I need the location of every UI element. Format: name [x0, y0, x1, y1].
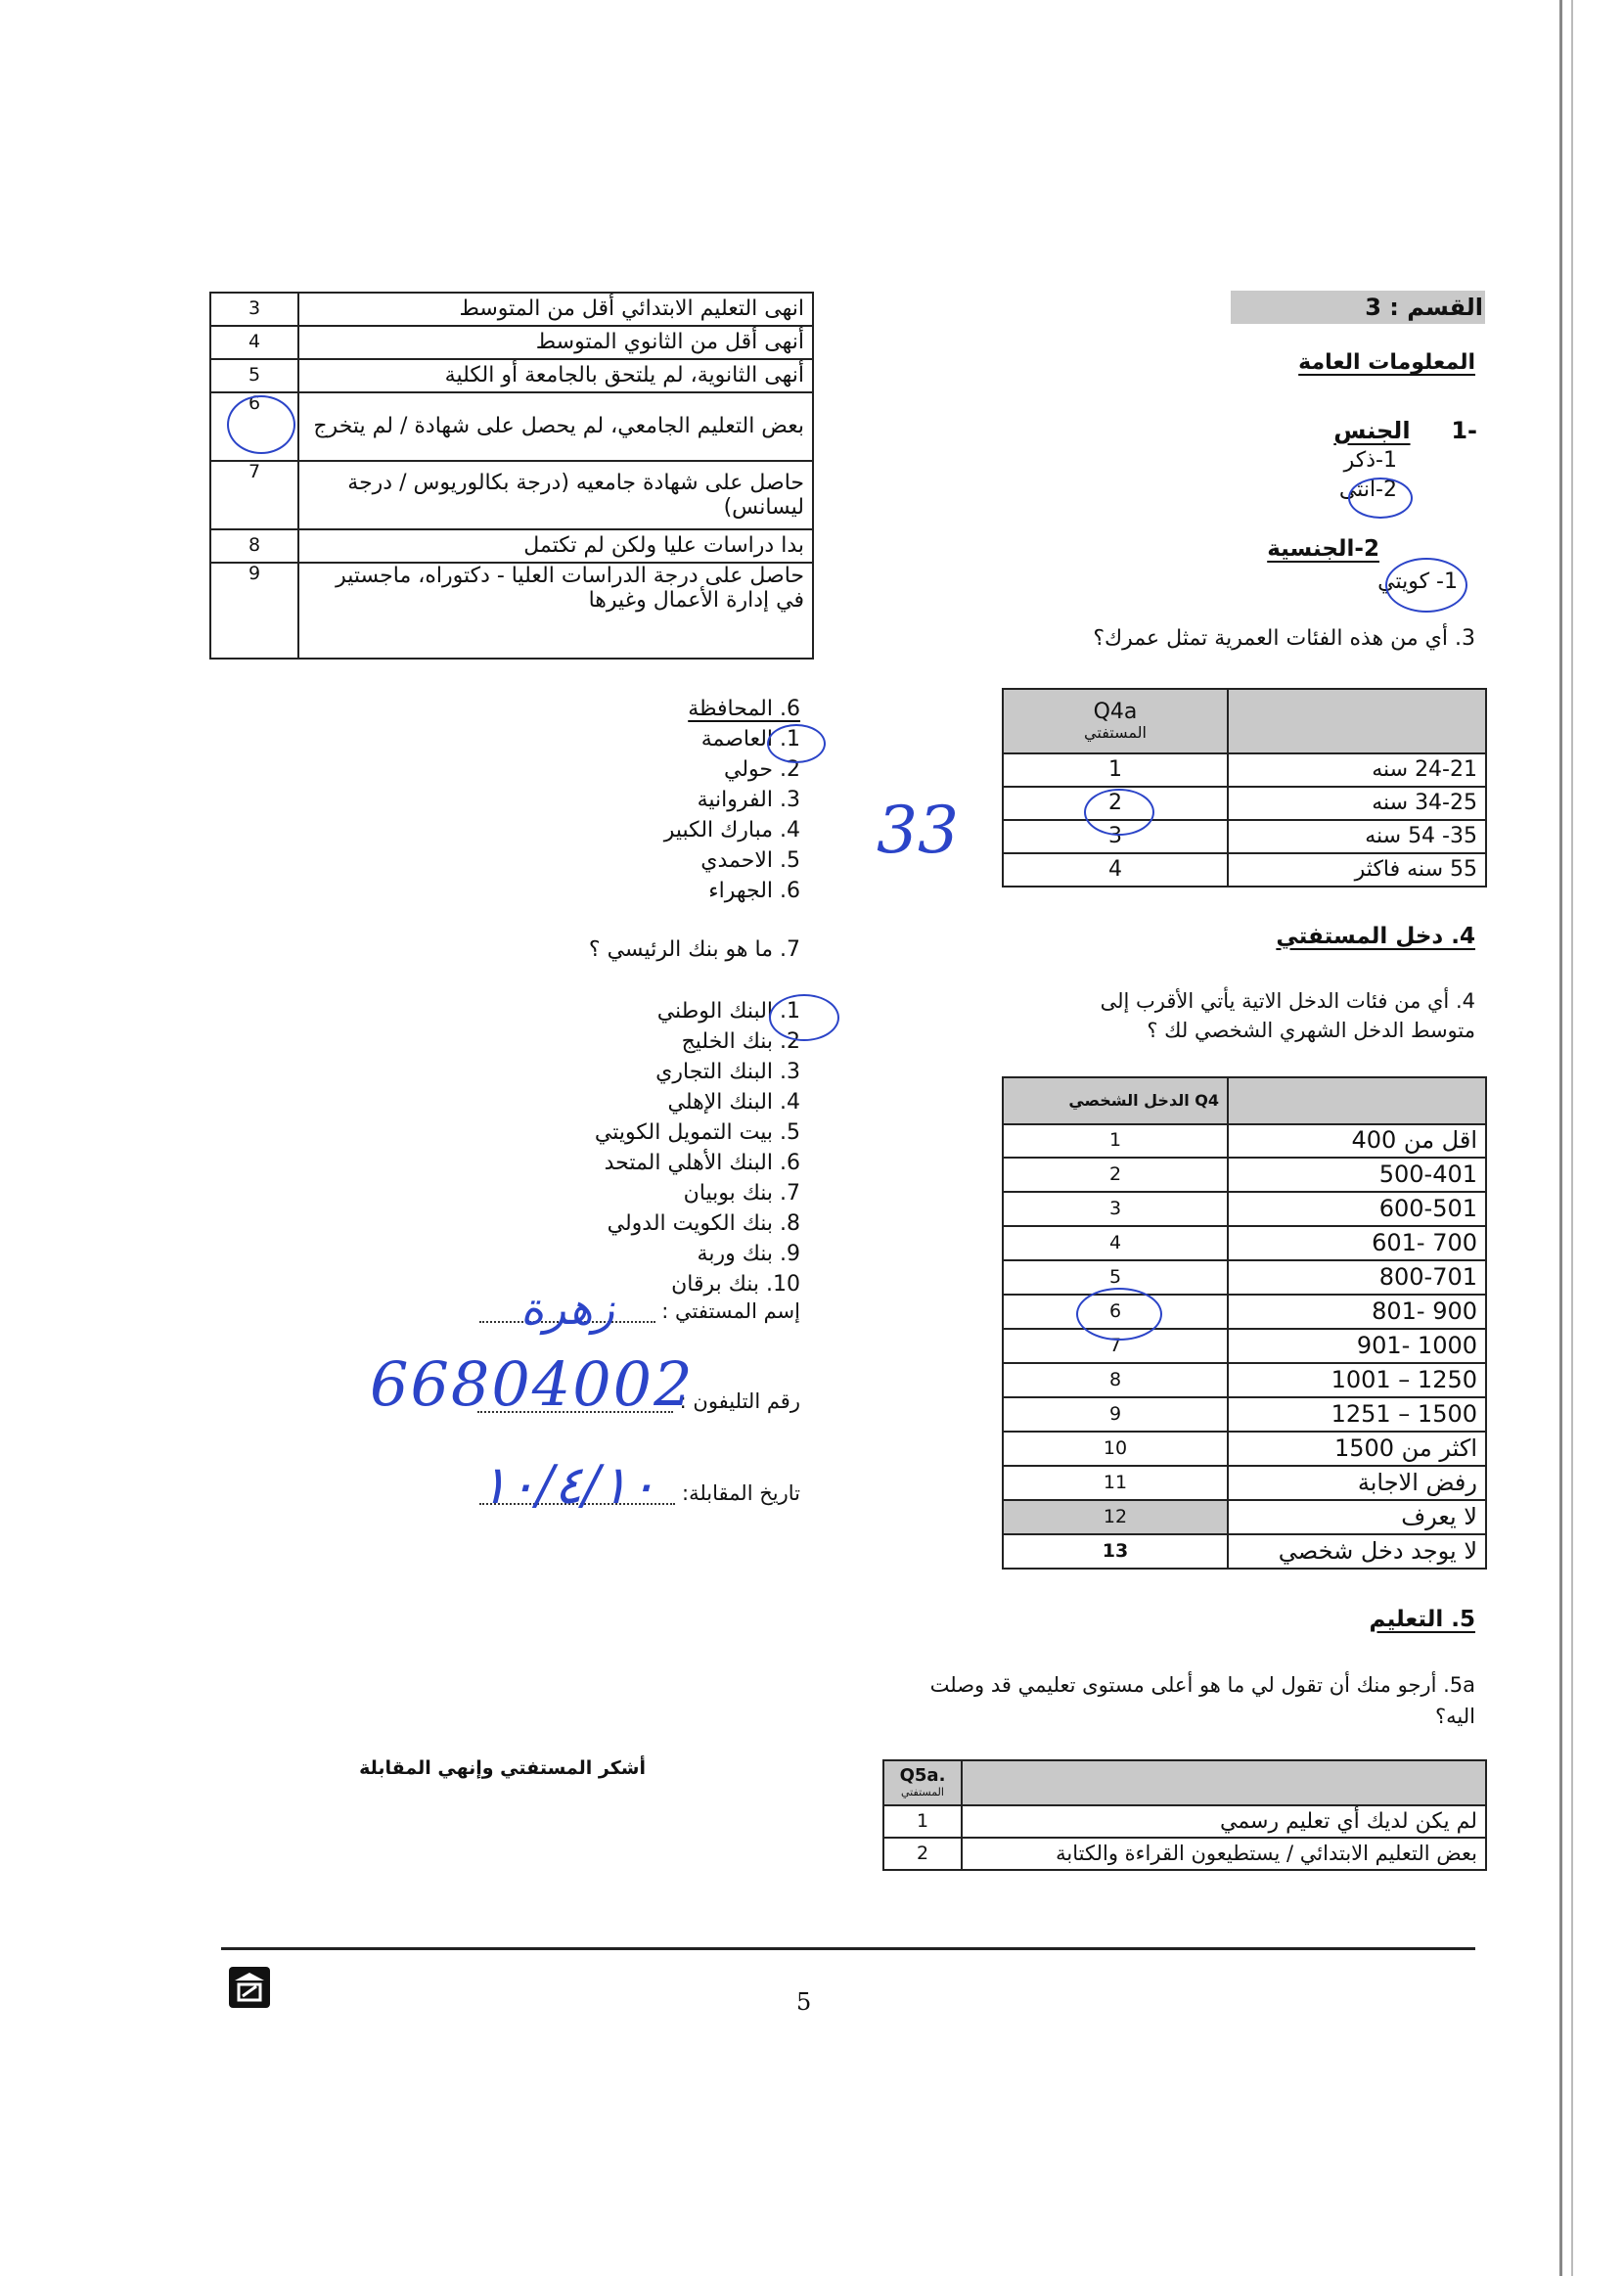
phone-label: رقم التليفون :: [679, 1389, 800, 1413]
age-label: 34-25 سنه: [1228, 787, 1486, 820]
governorate-item: 5. الاحمدي: [700, 848, 800, 873]
answer-circle-female: [1348, 478, 1413, 519]
education-label: بدا دراسات عليا ولكن لم تكتمل: [298, 529, 813, 563]
governorate-item: 4. مبارك الكبير: [663, 818, 800, 842]
income-label: 500-401: [1228, 1158, 1486, 1192]
income-label: اكثر من 1500: [1228, 1432, 1486, 1466]
education-label: حاصل على درجة الدراسات العليا - دكتوراه، ماجستير في إدارة الأعمال وغيرها: [298, 563, 813, 659]
education-code: 6: [210, 392, 298, 461]
footer-rule: [221, 1947, 1475, 1950]
education-table-continued: [209, 292, 814, 660]
section-title: القسم : 3: [1365, 294, 1483, 321]
education-label: بعض التعليم الابتدائي / يستطيعون القراءة والكتابة: [962, 1838, 1486, 1870]
income-code: 12: [1003, 1500, 1228, 1534]
income-code: 5: [1003, 1260, 1228, 1295]
answer-circle-bank: [769, 994, 839, 1041]
income-label: اقل من 400: [1228, 1124, 1486, 1158]
bank-item: 6. البنك الأهلي المتحد: [604, 1151, 800, 1175]
education-code: 4: [210, 326, 298, 359]
age-code: 3: [1003, 820, 1228, 853]
income-code: 9: [1003, 1397, 1228, 1432]
governorate-item: 2. حولي: [724, 757, 800, 782]
education-table-top: [882, 1759, 1487, 1871]
nationality-label: 2-الجنسية: [1267, 536, 1379, 562]
bank-item: 10. بنك برقان: [671, 1272, 800, 1297]
income-label: رفض الاجابة: [1228, 1466, 1486, 1500]
income-header: Q4 الدخل الشخصي: [1003, 1077, 1228, 1124]
age-label: 35- 54 سنه: [1228, 820, 1486, 853]
education-label: لم يكن لديك أي تعليم رسمي: [962, 1805, 1486, 1838]
income-title: 4. دخل المستفتي: [1276, 924, 1475, 949]
income-header-blank: [1228, 1077, 1486, 1124]
income-label: 700 -601: [1228, 1226, 1486, 1260]
income-label: لا يعرف: [1228, 1500, 1486, 1534]
age-label: 24-21 سنه: [1228, 753, 1486, 787]
bank-list: [507, 996, 800, 1299]
gender-label: الجنس: [1333, 417, 1411, 444]
answer-circle-income: [1076, 1288, 1162, 1341]
governorate-item: 3. الفروانية: [697, 788, 800, 812]
governorate-item: 6. الجهراء: [708, 879, 800, 903]
education-code: 8: [210, 529, 298, 563]
name-value: زهرة: [520, 1282, 614, 1335]
income-code: 6: [1003, 1295, 1228, 1329]
scan-edge-outer: [1571, 0, 1573, 2276]
bank-item: 9. بنك وربة: [697, 1242, 800, 1266]
income-label: 600-501: [1228, 1192, 1486, 1226]
age-question: 3. أي من هذه الفئات العمرية تمثل عمرك؟: [1093, 626, 1475, 651]
footer-logo-icon: [229, 1967, 270, 2008]
footer-logo: [229, 1967, 270, 2008]
income-code: 8: [1003, 1363, 1228, 1397]
income-code: 2: [1003, 1158, 1228, 1192]
education-code: 7: [210, 461, 298, 529]
education-code: 3: [210, 293, 298, 326]
bank-item: 3. البنك التجاري: [655, 1060, 800, 1084]
age-label: 55 سنه فاكثر: [1228, 853, 1486, 887]
education-question: 5a. أرجو منك أن تقول لي ما هو أعلى مستوى تعليمي قد وصلت اليه؟: [929, 1673, 1475, 1728]
gender-option-female: 2-انثى: [1338, 478, 1397, 502]
education-header-code: [883, 1760, 962, 1805]
income-code: 4: [1003, 1226, 1228, 1260]
nationality-option-kuwaiti: 1- كويتي: [1377, 569, 1458, 594]
education-label: بعض التعليم الجامعي، لم يحصل على شهادة / لم يتخرج: [298, 392, 813, 461]
income-code: 10: [1003, 1432, 1228, 1466]
margin-note: 33: [877, 793, 959, 868]
bank-item: 2. بنك الخليج: [681, 1029, 800, 1054]
income-code: 11: [1003, 1466, 1228, 1500]
education-code: 2: [883, 1838, 962, 1870]
bank-item: 8. بنك الكويت الدولي: [607, 1211, 800, 1236]
governorate-title: 6. المحافظة: [688, 697, 800, 721]
closing-text: أشكر المستفتي وإنهي المقابلة: [359, 1757, 646, 1779]
education-header-code-text: Q5a.: [899, 1765, 946, 1787]
income-code: 3: [1003, 1192, 1228, 1226]
income-label: 1000 -901: [1228, 1329, 1486, 1363]
age-code: 4: [1003, 853, 1228, 887]
phone-value: 66804002: [370, 1348, 695, 1420]
age-code: 1: [1003, 753, 1228, 787]
bank-question: 7. ما هو بنك الرئيسي ؟: [588, 937, 800, 962]
income-table: [1002, 1076, 1487, 1570]
education-header-sub: المستفتي: [901, 1786, 944, 1799]
answer-circle-education: [227, 395, 295, 454]
education-title: 5. التعليم: [1369, 1607, 1475, 1632]
education-label: انهى التعليم الابتدائي أقل من المتوسط: [298, 293, 813, 326]
education-code: 9: [210, 563, 298, 659]
answer-circle-governorate: [767, 724, 826, 763]
date-value: ١٠/٤/١٠: [479, 1454, 657, 1516]
bank-item: 4. البنك الإهلي: [667, 1090, 800, 1115]
income-label: 900 -801: [1228, 1295, 1486, 1329]
governorate-item: 1. العاصمة: [700, 727, 800, 751]
gender-number: -1: [1451, 417, 1477, 444]
date-label: تاريخ المقابلة:: [682, 1481, 800, 1505]
age-header-sub: المستفتي: [1084, 723, 1147, 743]
name-label: إسم المستفتي :: [661, 1299, 800, 1323]
income-label: لا يوجد دخل شخصي: [1228, 1534, 1486, 1569]
income-question: 4. أي من فئات الدخل الاتية يأتي الأقرب إلى متوسط الدخل الشهري الشخصي لك ؟: [1100, 989, 1475, 1042]
age-header-code: [1003, 689, 1228, 753]
income-label: 800-701: [1228, 1260, 1486, 1295]
bank-item: 7. بنك بوبيان: [683, 1181, 800, 1206]
education-code: 5: [210, 359, 298, 392]
bank-item: 1. البنك الوطني: [656, 999, 800, 1024]
education-header-blank: [962, 1760, 1486, 1805]
general-info-heading: المعلومات العامة: [1298, 350, 1475, 375]
name-field: [448, 1299, 800, 1323]
age-code: 2: [1003, 787, 1228, 820]
education-label: أنهى الثانوية، لم يلتحق بالجامعة أو الكلية: [298, 359, 813, 392]
income-label: 1500 – 1251: [1228, 1397, 1486, 1432]
answer-circle-age: [1084, 789, 1154, 836]
income-label: 1250 – 1001: [1228, 1363, 1486, 1397]
page-number: 5: [796, 1988, 812, 2016]
bank-item: 5. بيت التمويل الكويتي: [594, 1120, 800, 1145]
education-code: 1: [883, 1805, 962, 1838]
scan-edge: [1559, 0, 1562, 2276]
income-code: 7: [1003, 1329, 1228, 1363]
answer-circle-kuwaiti: [1385, 558, 1467, 613]
age-header-code-text: Q4a: [1093, 700, 1138, 725]
education-label: حاصل على شهادة جامعيه (درجة بكالوريوس / درجة ليسانس): [298, 461, 813, 529]
income-code: 1: [1003, 1124, 1228, 1158]
gender-question: [1333, 417, 1477, 444]
age-table: [1002, 688, 1487, 888]
education-label: أنهى أقل من الثانوي المتوسط: [298, 326, 813, 359]
gender-option-male: 1-ذكر: [1343, 448, 1397, 473]
income-code: 13: [1003, 1534, 1228, 1569]
age-header-label: [1228, 689, 1486, 753]
governorate-list: [585, 724, 800, 906]
